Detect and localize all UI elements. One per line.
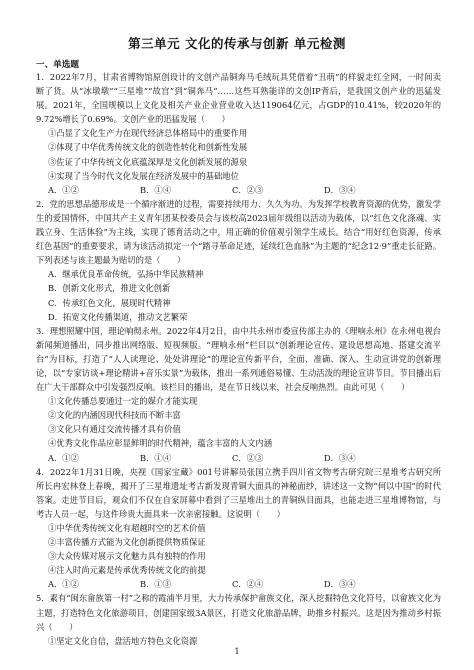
- choice-a: A．①②: [48, 579, 79, 590]
- question-1-item: ②体现了中华优秀传统文化的创造性转化和创新性发展: [48, 142, 248, 153]
- choice-a: A．①②: [48, 452, 79, 463]
- question-2-item: B．创新文化形式，推进文化创新: [48, 283, 171, 294]
- question-2-item: A．继承优良革命传统，弘扬中华民族精神: [48, 269, 204, 280]
- question-4-item: ④注入时尚元素是传承优秀传统文化的前提: [48, 565, 206, 576]
- question-4-item: ①中华优秀传统文化有超越时空的艺术价值: [48, 523, 206, 533]
- question-2-item: D．拓宽文化传播渠道，推动文艺繁荣: [48, 311, 188, 322]
- page-number: 1: [234, 647, 240, 656]
- question-5-stem: 5．素有“闽东畲族第一村”之称的霞浦半月里，大力传承保护畲族文化，深入挖掘特色文化符号，以畲族文化为主题，打造特色文化旅游项目，创建国家级3A景区，打造文化旅游品牌，助推乡村振兴。这是因为推动乡村振兴（ ）: [36, 593, 441, 632]
- question-2-item: C．传承红色文化，展现时代精神: [48, 297, 171, 308]
- question-4-item: ②丰富传播方式能为文化创新提供物质保证: [48, 537, 206, 548]
- choice-a: A．①②: [48, 184, 79, 195]
- choice-c: C．②③: [232, 184, 264, 195]
- question-4-item: ③大众传媒对展示文化魅力具有独特的作用: [48, 551, 206, 562]
- choice-b: B．①④: [140, 184, 171, 195]
- question-1-item: ①凸显了文化生产力在现代经济总体格局中的重要作用: [48, 128, 248, 139]
- question-3-stem: 3．理想照耀中国，理论响彻永州。2022年4月2日，由中共永州市委宣传部主办的《理响永州》在永州电视台新闻频道播出，同步推出网络版、短视频版。“理响永州”栏目以“创新理论宣传、建设思想高地、搭建交流平台”为目标，打造了“人人读理论、处处讲理论”的理论宣传新平台，全面、准确、深入、生动宣讲党的创新理论，以“专家访谈+理论精讲+音乐实景”为载体，推出一系列通俗易懂、生动活泼的理论宣讲节目。节目播出后在广大干部群众中引发强烈反响。该栏目的播出，是在节日线以来，社会反响热烈。由此可见（ ）: [36, 325, 441, 393]
- choice-d: D．③④: [324, 452, 356, 463]
- choice-d: D．③④: [324, 579, 356, 590]
- question-1-stem: 1．2022年7月，甘肃省博物馆原创设计的文创产品铜奔马毛绒玩具凭借着“丑萌”的样貌走红全网，一时间卖断了货。从“冰墩墩”“三星堆”“故宫”到“铜奔马”……这些耳熟能详的文创IP背后，是我国文创产业的迅猛发展。2021年，全国规模以上文化及相关产业企业营业收入达119064亿元，占GDP的10.41%，较2020年的9.72%增长了0.69%。文创产业的迅猛发展（ ）: [36, 72, 441, 125]
- question-3-choices: [36, 451, 441, 465]
- choice-b: B．①④: [140, 452, 171, 463]
- question-4-stem: 4．2022年1月31日晚，央视《国家宝藏》001号讲解员张国立携手四川省文物考古研究院三星堆考古研究所所长冉宏林登上春晚，揭开了三星堆遗址考古新发现青铜大面具的神秘面纱，讲述这一文物“何以中国”的时代答案。走进节目后，观众们不仅在自家屏幕中看到了三星堆出土的青铜纵目面具，也能走进三星堆博物馆，与考古人员一起，与这件珍贵大面具来一次亲密接触。这说明（ ）: [36, 466, 441, 519]
- question-4-choices: [36, 577, 441, 591]
- question-3-item: ①文化传播总要通过一定的媒介才能实现: [48, 396, 198, 407]
- document-title: 第三单元 文化的传承与创新 单元检测: [128, 36, 346, 51]
- question-3-item: ④优秀文化作品应彰显鲜明的时代精神，蕴含丰富的人文内涵: [48, 438, 273, 449]
- question-2-stem: 2．党的思想品德形成是一个循序渐进的过程，需要持续用力、久久为功。为发挥学校教育资源的优势，激发学生的爱国情怀，中国共产主义青年团某校委员会与该校高2023届年级组以活动为载体，以“红色文化涤魂、实践立身、生活体验”为主线，实现了德育活动之中，用正确的价值观引领学生成长。结合“用好红色资源，传承红色基因”的重要要求，请为该活动拟定一个“踏寻革命足迹，延续红色血脉”为主题的“纪念12·9”重走长征路。下列表述与该主题最为贴切的是（ ）: [36, 198, 441, 266]
- question-3-item: ③文化只有通过交流传播才具有价值: [48, 424, 181, 435]
- choice-b: B．①③: [140, 579, 171, 590]
- question-5-item: ①坚定文化自信，盘活地方特色文化资源: [48, 635, 198, 646]
- question-3-item: ②文化的内涵因现代科技而不断丰富: [48, 410, 181, 421]
- question-1-item: ③佐证了中华传统文化底蕴深厚是文化创新发展的源泉: [48, 156, 248, 167]
- questions-body: [36, 70, 441, 648]
- section-heading: 一、单选题: [36, 60, 79, 70]
- choice-c: C．②③: [232, 452, 264, 463]
- choice-d: D．③④: [324, 184, 356, 195]
- question-1-item: ④实现了当今时代文化发展在经济发展中的基础地位: [48, 170, 239, 181]
- choice-c: C．②④: [232, 579, 264, 590]
- question-1-choices: [36, 183, 441, 197]
